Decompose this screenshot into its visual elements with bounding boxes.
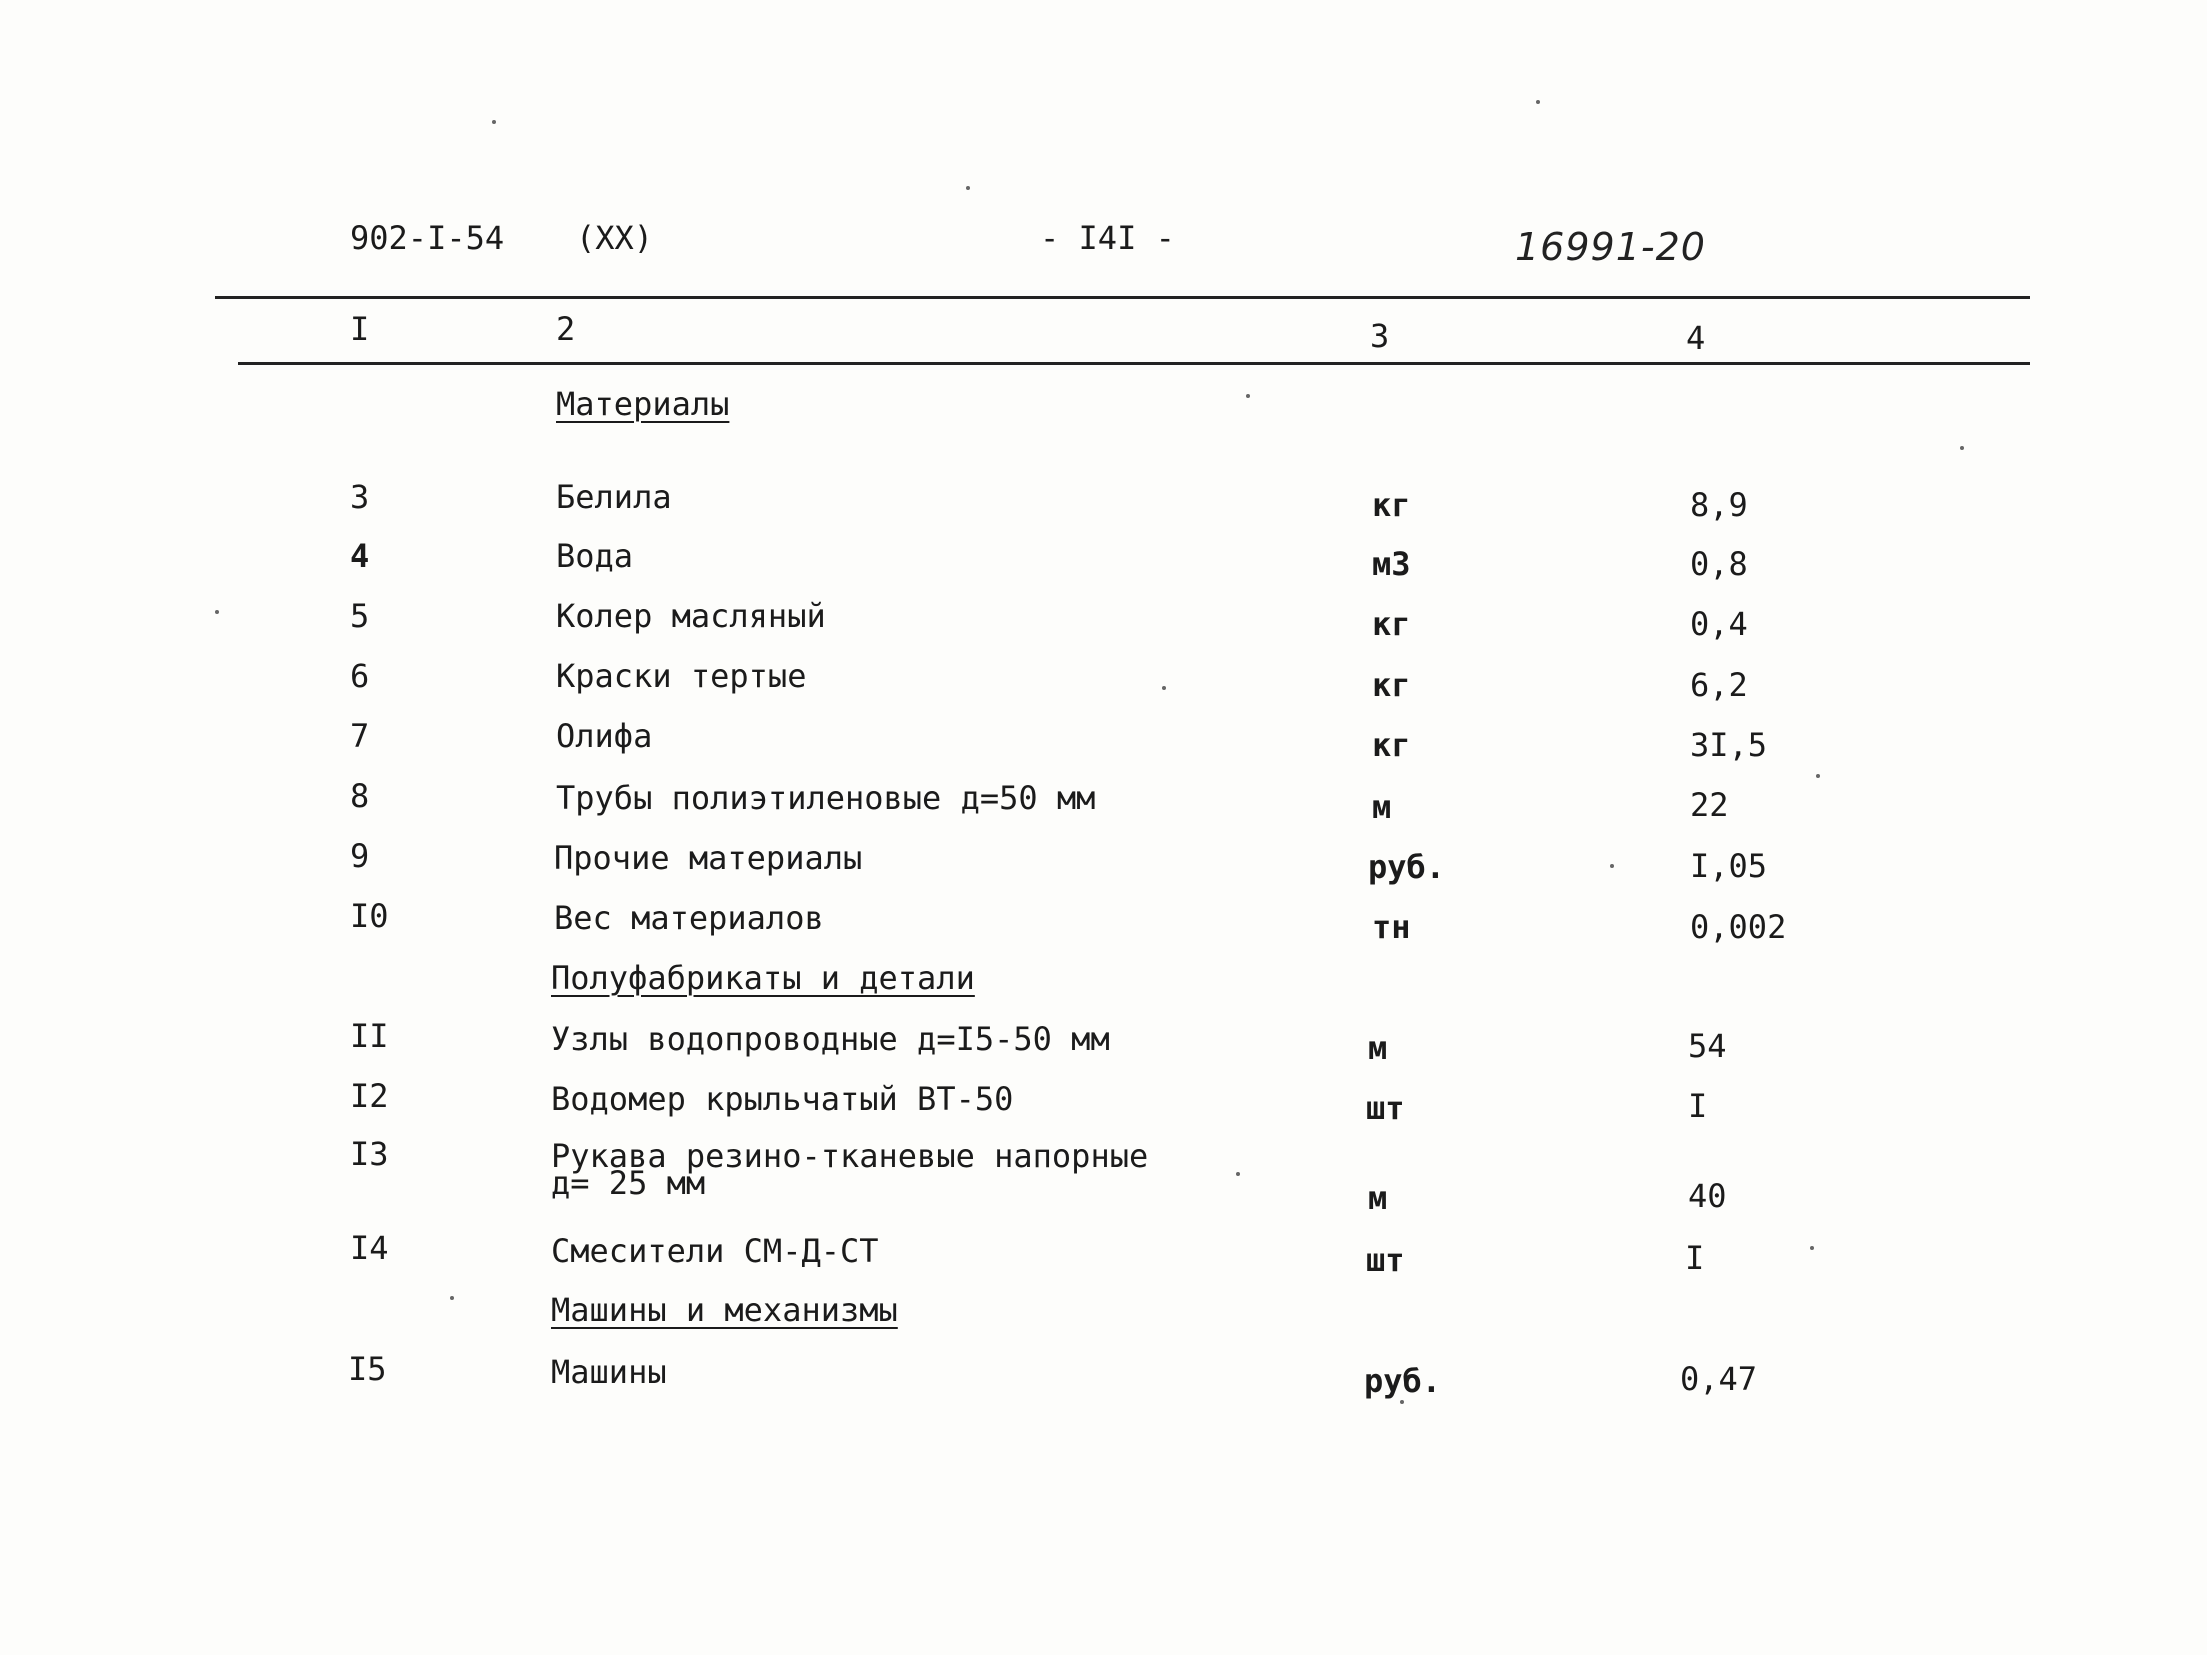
row-name: Белила xyxy=(556,478,672,516)
table-header-rule xyxy=(238,362,2030,365)
scan-speck xyxy=(1400,1400,1404,1404)
row-number: 8 xyxy=(350,777,370,815)
row-unit: руб. xyxy=(1368,848,1446,886)
scan-speck xyxy=(1236,1172,1240,1176)
page-number: - I4I - xyxy=(1040,219,1175,257)
row-quantity: I xyxy=(1685,1239,1705,1277)
scan-speck xyxy=(1536,100,1540,104)
scan-speck xyxy=(966,186,970,190)
row-name: Вес материалов xyxy=(554,899,824,937)
row-number: 9 xyxy=(350,837,370,875)
row-name: Трубы полиэтиленовые д=50 мм xyxy=(556,779,1096,817)
handwritten-id: 16991-20 xyxy=(1515,225,1706,269)
row-unit: кг xyxy=(1372,605,1411,643)
row-number: 7 xyxy=(350,717,370,755)
scan-speck xyxy=(1810,1246,1814,1250)
scan-speck xyxy=(450,1296,454,1300)
row-name: Узлы водопроводные д=I5-50 мм xyxy=(551,1020,1110,1058)
row-number: I2 xyxy=(350,1077,389,1115)
section-title-machines: Машины и механизмы xyxy=(551,1291,898,1329)
row-unit: шт xyxy=(1366,1241,1405,1279)
row-number: I4 xyxy=(350,1229,389,1267)
column-header-4: 4 xyxy=(1686,319,1706,357)
series-code: (XX) xyxy=(576,219,654,257)
row-unit: шт xyxy=(1366,1089,1405,1127)
row-number: 6 xyxy=(350,657,370,695)
row-name: Рукава резино-тканевые напорные д= 25 мм xyxy=(551,1137,1149,1203)
row-name: Машины xyxy=(551,1353,667,1391)
row-name: Олифа xyxy=(556,717,653,755)
row-quantity: 0,4 xyxy=(1690,605,1748,643)
row-number: II xyxy=(350,1017,389,1055)
scan-speck xyxy=(1246,394,1250,398)
section-title-materials: Материалы xyxy=(556,385,730,423)
row-unit: руб. xyxy=(1364,1362,1442,1400)
row-unit: м xyxy=(1368,1179,1388,1217)
table-top-rule xyxy=(215,296,2030,299)
row-number: I5 xyxy=(348,1350,387,1388)
row-number: I3 xyxy=(350,1135,389,1173)
row-name: Краски тертые xyxy=(556,657,807,695)
row-unit: кг xyxy=(1372,666,1411,704)
row-name: Смесители СМ-Д-СТ xyxy=(551,1232,879,1270)
scan-speck xyxy=(1162,686,1166,690)
row-name: Вода xyxy=(556,537,634,575)
row-quantity: 54 xyxy=(1688,1027,1727,1065)
row-unit: м3 xyxy=(1372,545,1411,583)
row-quantity: 22 xyxy=(1690,786,1729,824)
row-quantity: 0,8 xyxy=(1690,545,1748,583)
row-quantity: 3I,5 xyxy=(1690,726,1768,764)
row-name: Водомер крыльчатый ВТ-50 xyxy=(551,1080,1014,1118)
row-unit: тн xyxy=(1372,908,1411,946)
row-quantity: I,05 xyxy=(1690,847,1768,885)
column-header-1: I xyxy=(350,310,370,348)
column-header-2: 2 xyxy=(556,310,576,348)
row-quantity: 40 xyxy=(1688,1177,1727,1215)
row-name: Колер масляный xyxy=(556,597,826,635)
column-header-3: 3 xyxy=(1370,317,1390,355)
scan-speck xyxy=(1960,446,1964,450)
row-unit: кг xyxy=(1372,726,1411,764)
row-number: I0 xyxy=(350,897,389,935)
scan-speck xyxy=(1610,864,1614,868)
row-unit: кг xyxy=(1372,486,1411,524)
scan-speck xyxy=(1816,774,1820,778)
row-number: 4 xyxy=(350,537,370,575)
row-quantity: 0,002 xyxy=(1690,908,1787,946)
row-quantity: I xyxy=(1688,1087,1708,1125)
scan-speck xyxy=(215,610,219,614)
row-unit: м xyxy=(1372,788,1392,826)
section-title-semifinished: Полуфабрикаты и детали xyxy=(551,959,975,997)
row-name: Прочие материалы xyxy=(554,839,863,877)
row-unit: м xyxy=(1368,1029,1388,1067)
row-quantity: 0,47 xyxy=(1680,1360,1758,1398)
row-quantity: 6,2 xyxy=(1690,666,1748,704)
row-quantity: 8,9 xyxy=(1690,486,1748,524)
row-number: 3 xyxy=(350,478,370,516)
scan-speck xyxy=(492,120,496,124)
document-code: 902-I-54 xyxy=(350,219,505,257)
row-number: 5 xyxy=(350,597,370,635)
